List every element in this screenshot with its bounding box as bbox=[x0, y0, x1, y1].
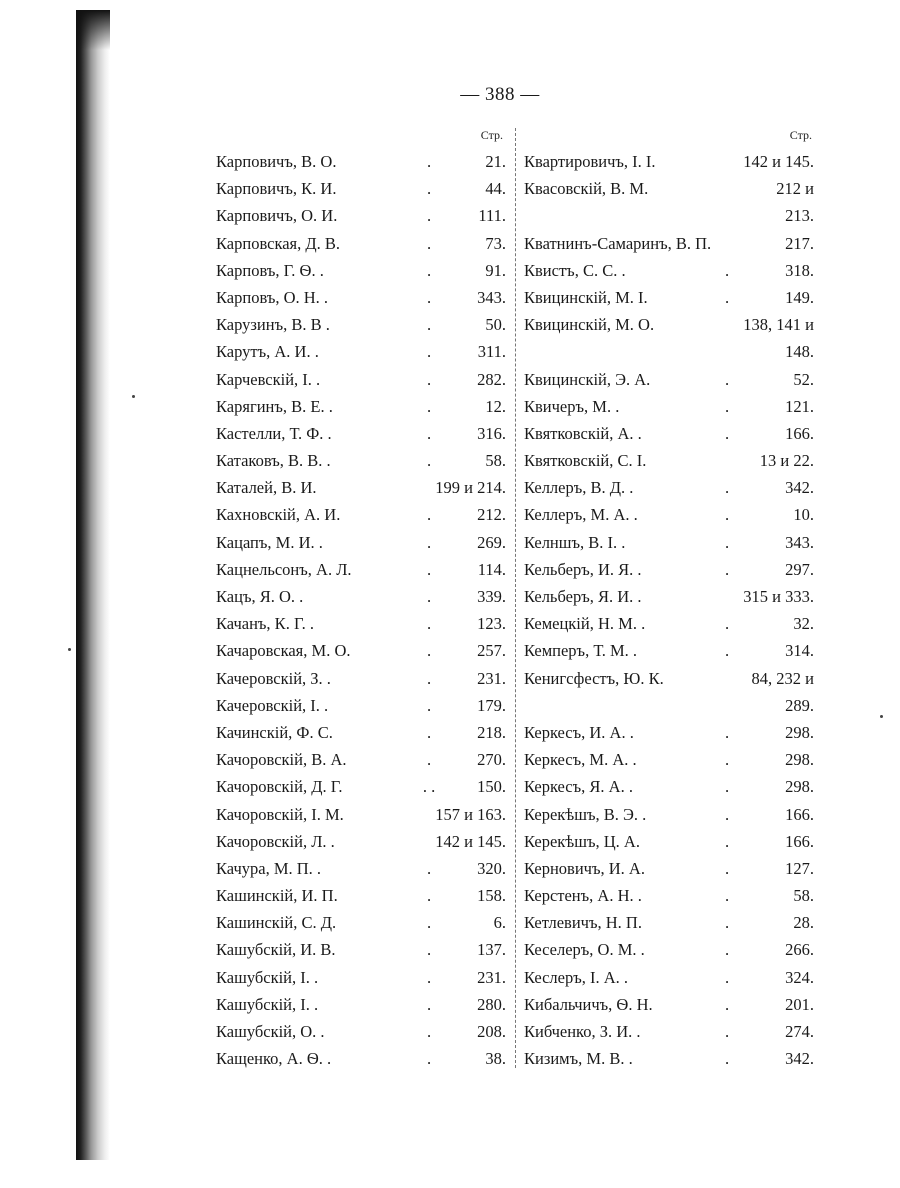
entry-dots: . bbox=[724, 831, 730, 851]
entry-name: Кемецкій, Н. М. . bbox=[524, 614, 646, 634]
entry-dots: . bbox=[426, 940, 432, 960]
index-entry bbox=[216, 556, 506, 583]
entry-dots: . bbox=[426, 695, 432, 715]
entry-dots: . bbox=[426, 206, 432, 226]
entry-dots: . bbox=[426, 886, 432, 906]
index-entry bbox=[524, 637, 814, 664]
entry-name: Квасовскій, В. М. bbox=[524, 179, 649, 199]
entry-dots: . bbox=[724, 614, 730, 634]
entry-pages: 270. bbox=[477, 750, 506, 770]
index-entry bbox=[216, 746, 506, 773]
entry-name: Кетлевичъ, Н. П. bbox=[524, 913, 642, 933]
index-entry bbox=[524, 964, 814, 991]
index-entry bbox=[216, 447, 506, 474]
entry-name: Келлеръ, В. Д. . bbox=[524, 478, 634, 498]
entry-pages: 166. bbox=[785, 831, 814, 851]
entry-pages: 297. bbox=[785, 559, 814, 579]
index-entry bbox=[524, 257, 814, 284]
entry-pages: 282. bbox=[477, 369, 506, 389]
entry-dots: . bbox=[426, 722, 432, 742]
entry-dots: . bbox=[724, 641, 730, 661]
entry-dots: . bbox=[426, 342, 432, 362]
entry-pages: 208. bbox=[477, 1022, 506, 1041]
entry-dots: . bbox=[724, 478, 730, 498]
book-binding-edge bbox=[76, 10, 110, 1160]
entry-name: Керстенъ, А. Н. . bbox=[524, 886, 642, 906]
entry-name: Кеселеръ, О. М. . bbox=[524, 940, 645, 960]
entry-pages: 138, 141 и bbox=[743, 315, 814, 335]
entry-pages: 316. bbox=[477, 423, 506, 443]
left-column-header: Стр. bbox=[480, 128, 503, 142]
entry-pages: 343. bbox=[477, 287, 506, 307]
index-entry bbox=[524, 366, 814, 393]
entry-dots: . bbox=[724, 559, 730, 579]
entry-dots: . bbox=[426, 1049, 432, 1069]
entry-pages: 158. bbox=[477, 886, 506, 906]
entry-dots: . bbox=[724, 1049, 730, 1069]
index-entry bbox=[524, 175, 814, 202]
entry-dots: . bbox=[426, 532, 432, 552]
index-entry bbox=[524, 665, 814, 692]
entry-pages: 311. bbox=[477, 342, 506, 362]
entry-dots: . bbox=[426, 505, 432, 525]
entry-pages: 137. bbox=[477, 940, 506, 960]
entry-name: Керекѣшъ, Ц. А. bbox=[524, 831, 640, 851]
index-entry bbox=[216, 474, 506, 501]
entry-pages: 339. bbox=[477, 587, 506, 606]
entry-name: Кельберъ, И. Я. . bbox=[524, 559, 642, 579]
entry-dots: . bbox=[724, 722, 730, 742]
index-entry bbox=[216, 882, 506, 909]
print-speck bbox=[132, 395, 135, 398]
entry-dots: . bbox=[426, 994, 432, 1014]
entry-pages: 114. bbox=[477, 559, 506, 579]
entry-name: Кибальчичъ, Ѳ. Н. bbox=[524, 994, 653, 1014]
entry-name: Катаковъ, В. В. . bbox=[216, 451, 331, 471]
entry-pages: 21. bbox=[485, 152, 506, 171]
entry-pages: 58. bbox=[485, 451, 506, 471]
index-entry bbox=[216, 338, 506, 365]
index-entry bbox=[524, 936, 814, 963]
index-entry bbox=[524, 692, 814, 719]
entry-dots: . bbox=[724, 260, 730, 280]
entry-dots: . bbox=[724, 396, 730, 416]
entry-name: Карповичъ, О. И. bbox=[216, 206, 338, 226]
entry-pages: 320. bbox=[477, 858, 506, 878]
index-entry bbox=[216, 420, 506, 447]
entry-dots: . bbox=[724, 750, 730, 770]
entry-dots: . bbox=[426, 967, 432, 987]
index-entry bbox=[524, 909, 814, 936]
index-entry bbox=[216, 1045, 506, 1072]
entry-dots: . bbox=[724, 532, 730, 552]
entry-pages: 12. bbox=[485, 396, 506, 416]
index-entry bbox=[524, 610, 814, 637]
entry-dots: . bbox=[724, 505, 730, 525]
entry-name: Квичеръ, М. . bbox=[524, 396, 620, 416]
index-entry bbox=[216, 529, 506, 556]
index-entry bbox=[524, 583, 814, 610]
entry-name: Кашубскій, И. В. bbox=[216, 940, 336, 960]
entry-name: Кашинскій, С. Д. bbox=[216, 913, 337, 933]
entry-name: Качура, М. П. . bbox=[216, 858, 322, 878]
index-entry bbox=[216, 583, 506, 610]
right-index-column bbox=[524, 148, 814, 1072]
index-entry bbox=[524, 474, 814, 501]
index-entry bbox=[216, 148, 506, 175]
entry-dots: . bbox=[426, 369, 432, 389]
entry-pages: 150. bbox=[477, 777, 506, 797]
entry-pages: 298. bbox=[785, 750, 814, 770]
entry-name: Качаровская, М. О. bbox=[216, 641, 351, 661]
entry-name: Качоровскій, Д. Г. bbox=[216, 777, 343, 797]
entry-pages: 324. bbox=[785, 967, 814, 987]
entry-pages: 123. bbox=[477, 614, 506, 634]
index-entry bbox=[524, 828, 814, 855]
entry-name: Кельберъ, Я. И. . bbox=[524, 587, 642, 606]
entry-dots: . bbox=[426, 396, 432, 416]
entry-name: Качеровскій, І. . bbox=[216, 695, 329, 715]
entry-dots: . bbox=[724, 777, 730, 797]
entry-dots: . bbox=[724, 369, 730, 389]
entry-dots: . bbox=[724, 886, 730, 906]
entry-dots: . bbox=[724, 913, 730, 933]
entry-dots: . bbox=[426, 614, 432, 634]
index-entry bbox=[524, 148, 814, 175]
entry-pages: 142 и 145. bbox=[743, 152, 814, 171]
entry-name: Кашинскій, И. П. bbox=[216, 886, 338, 906]
entry-name: Кеслеръ, І. А. . bbox=[524, 967, 629, 987]
index-entry bbox=[216, 230, 506, 257]
entry-name: Карповская, Д. В. bbox=[216, 233, 341, 253]
entry-pages: 318. bbox=[785, 260, 814, 280]
entry-name: Квицинскій, Э. А. bbox=[524, 369, 651, 389]
index-entry bbox=[216, 175, 506, 202]
entry-pages: 212. bbox=[477, 505, 506, 525]
entry-dots: . bbox=[724, 858, 730, 878]
index-entry bbox=[216, 936, 506, 963]
entry-pages: 266. bbox=[785, 940, 814, 960]
index-entry bbox=[524, 501, 814, 528]
entry-name: Кизимъ, М. В. . bbox=[524, 1049, 633, 1069]
entry-dots: . bbox=[724, 287, 730, 307]
entry-dots: . bbox=[426, 260, 432, 280]
entry-name: Карповичъ, В. О. bbox=[216, 152, 337, 171]
column-divider bbox=[515, 128, 516, 1068]
index-entry bbox=[216, 257, 506, 284]
entry-pages: 231. bbox=[477, 668, 506, 688]
entry-name: Карутъ, А. И. . bbox=[216, 342, 319, 362]
entry-name: Качоровскій, Л. . bbox=[216, 831, 335, 851]
entry-pages: 127. bbox=[785, 858, 814, 878]
index-entry bbox=[524, 719, 814, 746]
index-entry bbox=[216, 855, 506, 882]
entry-name: Карповъ, О. Н. . bbox=[216, 287, 329, 307]
entry-dots: . bbox=[724, 423, 730, 443]
entry-pages: 6. bbox=[493, 913, 506, 933]
entry-dots: . bbox=[426, 750, 432, 770]
entry-name: Качоровскій, І. М. bbox=[216, 804, 344, 824]
entry-name: Керкесъ, Я. А. . bbox=[524, 777, 633, 797]
entry-dots: . bbox=[426, 858, 432, 878]
entry-dots: . bbox=[426, 287, 432, 307]
index-entry bbox=[216, 501, 506, 528]
entry-pages: 314. bbox=[785, 641, 814, 661]
entry-pages: 298. bbox=[785, 777, 814, 797]
index-entry bbox=[524, 556, 814, 583]
entry-pages: 218. bbox=[477, 722, 506, 742]
index-entry bbox=[216, 311, 506, 338]
entry-name: Карповъ, Г. Ѳ. . bbox=[216, 260, 324, 280]
entry-pages: 166. bbox=[785, 423, 814, 443]
entry-name: Кибченко, З. И. . bbox=[524, 1022, 641, 1041]
entry-pages: 28. bbox=[793, 913, 814, 933]
index-entry bbox=[524, 1018, 814, 1045]
index-entry bbox=[524, 230, 814, 257]
entry-name: Качинскій, Ф. С. bbox=[216, 722, 333, 742]
entry-name: Керекѣшъ, В. Э. . bbox=[524, 804, 647, 824]
index-entry bbox=[524, 855, 814, 882]
entry-dots: . . bbox=[422, 777, 436, 797]
entry-name: Квицинскій, М. О. bbox=[524, 315, 655, 335]
print-speck bbox=[68, 648, 71, 651]
entry-pages: 121. bbox=[785, 396, 814, 416]
entry-name: Кашубскій, О. . bbox=[216, 1022, 325, 1041]
entry-name: Керкесъ, И. А. . bbox=[524, 722, 634, 742]
entry-pages: 231. bbox=[477, 967, 506, 987]
entry-pages: 58. bbox=[793, 886, 814, 906]
entry-name: Кастелли, Т. Ф. . bbox=[216, 423, 332, 443]
index-entry bbox=[524, 311, 814, 338]
entry-pages: 289. bbox=[785, 695, 814, 715]
entry-pages: 257. bbox=[477, 641, 506, 661]
page-number: — 388 — bbox=[460, 84, 540, 105]
index-entry bbox=[216, 801, 506, 828]
index-entry bbox=[524, 202, 814, 229]
entry-dots: . bbox=[426, 641, 432, 661]
entry-name: Карягинъ, В. Е. . bbox=[216, 396, 333, 416]
index-entry bbox=[216, 1018, 506, 1045]
entry-pages: 199 и 214. bbox=[435, 478, 506, 498]
entry-name: Квятковскій, А. . bbox=[524, 423, 642, 443]
entry-pages: 280. bbox=[477, 994, 506, 1014]
index-entry bbox=[216, 665, 506, 692]
index-entry bbox=[216, 991, 506, 1018]
entry-pages: 38. bbox=[485, 1049, 506, 1069]
entry-name: Келлеръ, М. А. . bbox=[524, 505, 638, 525]
entry-dots: . bbox=[426, 451, 432, 471]
index-entry bbox=[216, 909, 506, 936]
entry-pages: 148. bbox=[785, 342, 814, 362]
entry-pages: 315 и 333. bbox=[743, 587, 814, 606]
index-entry bbox=[524, 991, 814, 1018]
entry-pages: 10. bbox=[793, 505, 814, 525]
index-entry bbox=[524, 338, 814, 365]
entry-name: Кашубскій, І. . bbox=[216, 994, 319, 1014]
index-entry bbox=[216, 637, 506, 664]
index-entry bbox=[216, 284, 506, 311]
entry-pages: 269. bbox=[477, 532, 506, 552]
entry-dots: . bbox=[426, 559, 432, 579]
entry-pages: 298. bbox=[785, 722, 814, 742]
entry-pages: 142 и 145. bbox=[435, 831, 506, 851]
index-entry bbox=[524, 420, 814, 447]
entry-name: Кацапъ, М. И. . bbox=[216, 532, 323, 552]
entry-dots: . bbox=[426, 423, 432, 443]
entry-pages: 217. bbox=[785, 233, 814, 253]
entry-name: Квятковскій, С. І. bbox=[524, 451, 647, 471]
entry-dots: . bbox=[724, 804, 730, 824]
entry-dots: . bbox=[724, 940, 730, 960]
entry-name: Качеровскій, З. . bbox=[216, 668, 331, 688]
entry-name: Кахновскій, А. И. bbox=[216, 505, 341, 525]
entry-pages: 274. bbox=[785, 1022, 814, 1041]
print-speck bbox=[880, 715, 883, 718]
entry-pages: 201. bbox=[785, 994, 814, 1014]
entry-pages: 343. bbox=[785, 532, 814, 552]
entry-name: Квартировичъ, І. І. bbox=[524, 152, 656, 171]
entry-pages: 111. bbox=[478, 206, 506, 226]
entry-pages: 91. bbox=[485, 260, 506, 280]
entry-name: Келншъ, В. І. . bbox=[524, 532, 626, 552]
entry-pages: 73. bbox=[485, 233, 506, 253]
index-entry bbox=[524, 773, 814, 800]
entry-dots: . bbox=[426, 587, 432, 606]
entry-name: Кенигсфестъ, Ю. К. bbox=[524, 668, 664, 688]
index-entry bbox=[216, 366, 506, 393]
entry-pages: 166. bbox=[785, 804, 814, 824]
index-entry bbox=[216, 773, 506, 800]
entry-dots: . bbox=[426, 315, 432, 335]
entry-name: Керкесъ, М. А. . bbox=[524, 750, 637, 770]
entry-pages: 157 и 163. bbox=[435, 804, 506, 824]
entry-dots: . bbox=[724, 994, 730, 1014]
index-entry bbox=[216, 610, 506, 637]
entry-dots: . bbox=[426, 913, 432, 933]
entry-name: Керновичъ, И. А. bbox=[524, 858, 645, 878]
entry-dots: . bbox=[426, 152, 432, 171]
entry-pages: 44. bbox=[485, 179, 506, 199]
entry-dots: . bbox=[724, 1022, 730, 1041]
entry-name: Квицинскій, М. І. bbox=[524, 287, 648, 307]
entry-name: Кацнельсонъ, А. Л. bbox=[216, 559, 352, 579]
entry-name: Карузинъ, В. В . bbox=[216, 315, 330, 335]
index-entry bbox=[216, 828, 506, 855]
index-entry bbox=[524, 882, 814, 909]
entry-pages: 213. bbox=[785, 206, 814, 226]
index-entry bbox=[524, 801, 814, 828]
entry-name: Качоровскій, В. А. bbox=[216, 750, 347, 770]
right-column-header: Стр. bbox=[789, 128, 812, 142]
index-entry bbox=[216, 964, 506, 991]
entry-dots: . bbox=[426, 179, 432, 199]
entry-name: Каталей, В. И. bbox=[216, 478, 317, 498]
entry-name: Кащенко, А. Ѳ. . bbox=[216, 1049, 332, 1069]
index-entry bbox=[524, 529, 814, 556]
entry-name: Качанъ, К. Г. . bbox=[216, 614, 314, 634]
entry-pages: 84, 232 и bbox=[751, 668, 814, 688]
entry-pages: 179. bbox=[477, 695, 506, 715]
entry-dots: . bbox=[426, 1022, 432, 1041]
index-entry bbox=[524, 1045, 814, 1072]
index-entry bbox=[216, 692, 506, 719]
entry-name: Кацъ, Я. О. . bbox=[216, 587, 304, 606]
index-entry bbox=[216, 202, 506, 229]
left-index-column bbox=[216, 148, 506, 1072]
index-entry bbox=[524, 746, 814, 773]
entry-dots: . bbox=[724, 967, 730, 987]
entry-pages: 52. bbox=[793, 369, 814, 389]
entry-pages: 50. bbox=[485, 315, 506, 335]
entry-name: Кватнинъ-Самаринъ, В. П. bbox=[524, 233, 712, 253]
binding-shadow bbox=[76, 10, 110, 50]
index-entry bbox=[524, 284, 814, 311]
entry-name: Карчевскій, І. . bbox=[216, 369, 321, 389]
index-entry bbox=[216, 393, 506, 420]
entry-pages: 32. bbox=[793, 614, 814, 634]
entry-name: Кемперъ, Т. М. . bbox=[524, 641, 638, 661]
entry-pages: 342. bbox=[785, 1049, 814, 1069]
entry-pages: 212 и bbox=[776, 179, 814, 199]
entry-name: Карповичъ, К. И. bbox=[216, 179, 337, 199]
index-entry bbox=[524, 447, 814, 474]
entry-name: Кашубскій, І. . bbox=[216, 967, 319, 987]
index-entry bbox=[216, 719, 506, 746]
entry-pages: 342. bbox=[785, 478, 814, 498]
entry-name: Квистъ, С. С. . bbox=[524, 260, 626, 280]
index-entry bbox=[524, 393, 814, 420]
entry-pages: 149. bbox=[785, 287, 814, 307]
entry-dots: . bbox=[426, 668, 432, 688]
entry-pages: 13 и 22. bbox=[759, 451, 814, 471]
entry-dots: . bbox=[426, 233, 432, 253]
